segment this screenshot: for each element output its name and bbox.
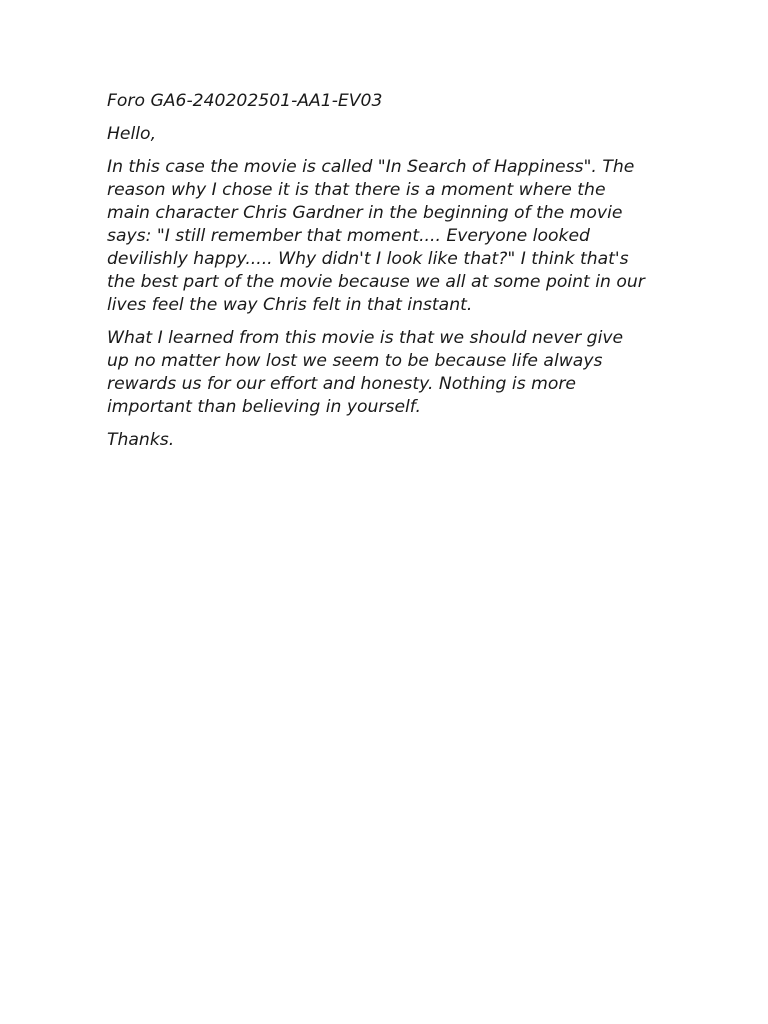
paragraph-line: up no matter how lost we seem to be because life always (107, 351, 603, 371)
paragraph-line: rewards us for our effort and honesty. Nothing is more (107, 374, 577, 394)
paragraph-movie-choice (107, 156, 667, 317)
document-title: Foro GA6-240202501-AA1-EV03 (107, 91, 383, 111)
paragraph-line: important than believing in yourself. (107, 397, 422, 417)
greeting: Hello, (107, 124, 157, 144)
paragraph-line: main character Chris Gardner in the beginning of the movie (107, 203, 623, 223)
paragraph-line: What I learned from this movie is that we should never give (107, 328, 624, 348)
document-body (107, 90, 667, 462)
paragraph-line: In this case the movie is called "In Search of Happiness". The (107, 157, 635, 177)
paragraph-line: says: "I still remember that moment.... Everyone looked (107, 226, 590, 246)
paragraph-lesson (107, 327, 667, 419)
paragraph-line: lives feel the way Chris felt in that instant. (107, 295, 473, 315)
paragraph-line: the best part of the movie because we all at some point in our (107, 272, 645, 292)
closing: Thanks. (107, 430, 175, 450)
paragraph-line: reason why I chose it is that there is a moment where the (107, 180, 606, 200)
paragraph-line: devilishly happy..... Why didn't I look like that?" I think that's (107, 249, 629, 269)
